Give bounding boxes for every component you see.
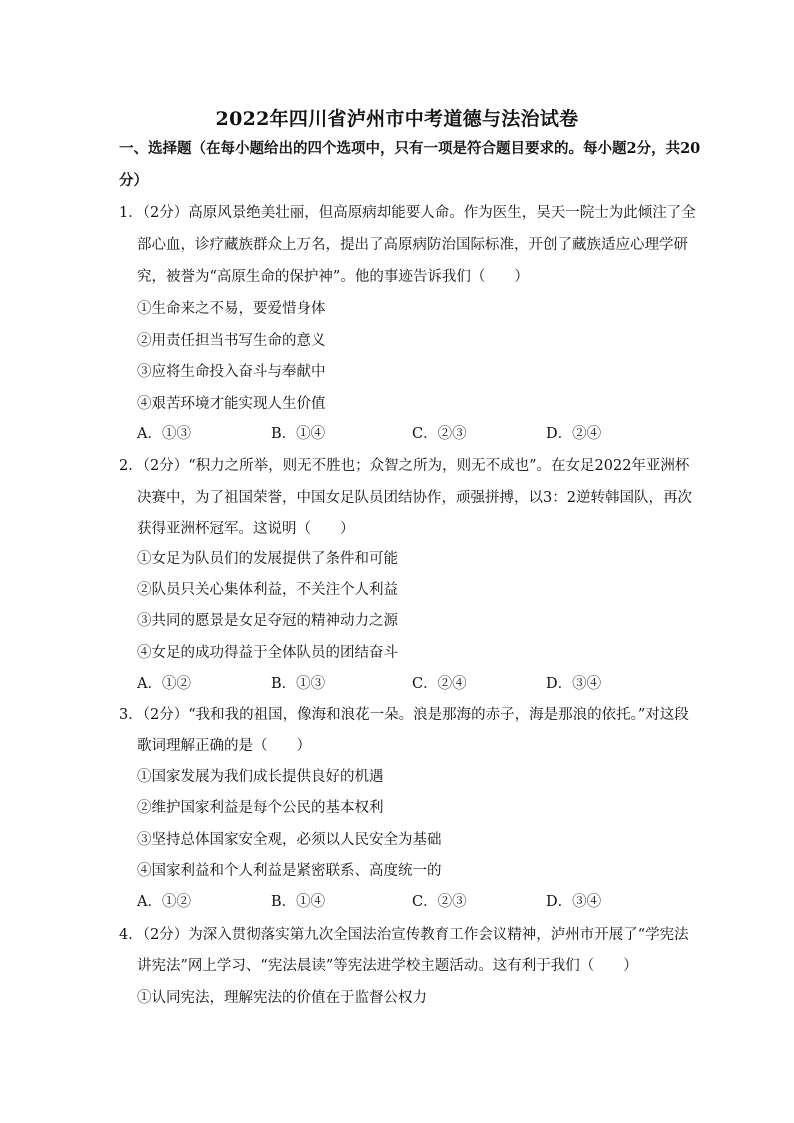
q1-statement-1: ①生命来之不易，要爱惜身体 bbox=[137, 301, 326, 317]
q4-statement-1: ①认同宪法，理解宪法的价值在于监督公权力 bbox=[137, 990, 427, 1006]
q1-choice-a[interactable]: A．①③ bbox=[137, 426, 191, 442]
q1-stem-line3: 究，被誉为“高原生命的保护神”。他的事迹告诉我们（ ） bbox=[137, 269, 529, 285]
q2-statement-2: ②队员只关心集体利益，不关注个人利益 bbox=[137, 582, 398, 598]
q2-choice-a[interactable]: A．①② bbox=[137, 676, 191, 692]
q1-statement-3: ③应将生命投入奋斗与奉献中 bbox=[137, 364, 326, 380]
q1-choice-c[interactable]: C．②③ bbox=[412, 426, 467, 442]
q1-stem-line2: 部心血，诊疗藏族群众上万名，提出了高原病防治国际标准，开创了藏族适应心理学研 bbox=[137, 237, 688, 253]
q3-statement-1: ①国家发展为我们成长提供良好的机遇 bbox=[137, 769, 384, 785]
q3-stem-line1: 3．（2分）“我和我的祖国，像海和浪花一朵。浪是那海的赤子，海是那浪的依托。”对这段 bbox=[119, 707, 689, 723]
q1-choice-d[interactable]: D．②④ bbox=[546, 426, 602, 442]
q4-stem-line2: 讲宪法”网上学习、“宪法晨读”等宪法进学校主题活动。这有利于我们（ ） bbox=[137, 958, 638, 974]
q1-statement-2: ②用责任担当书写生命的意义 bbox=[137, 333, 326, 349]
q2-stem-line2: 决赛中，为了祖国荣誉，中国女足队员团结协作，顽强拼搏，以3：2逆转韩国队，再次 bbox=[137, 490, 692, 506]
q4-stem-line1: 4．（2分）为深入贯彻落实第九次全国法治宣传教育工作会议精神，泸州市开展了“学宪法 bbox=[119, 927, 689, 943]
q3-statement-3: ③坚持总体国家安全观，必须以人民安全为基础 bbox=[137, 832, 442, 848]
q3-choice-d[interactable]: D．③④ bbox=[546, 894, 602, 910]
q1-statement-4: ④艰苦环境才能实现人生价值 bbox=[137, 396, 326, 412]
q2-choice-d[interactable]: D．③④ bbox=[546, 676, 602, 692]
exam-title: 2022年四川省泸州市中考道德与法治试卷 bbox=[215, 108, 579, 130]
q1-choice-b[interactable]: B．①④ bbox=[271, 426, 326, 442]
section-heading-line1: 一、选择题（在每小题给出的四个选项中，只有一项是符合题目要求的。每小题2分，共20 bbox=[119, 140, 701, 157]
q2-choice-b[interactable]: B．①③ bbox=[271, 676, 326, 692]
q2-stem-line3: 获得亚洲杯冠军。这说明（ ） bbox=[137, 521, 355, 537]
q3-stem-line2: 歌词理解正确的是（ ） bbox=[137, 738, 311, 754]
q3-statement-2: ②维护国家利益是每个公民的基本权利 bbox=[137, 800, 384, 816]
q3-statement-4: ④国家利益和个人利益是紧密联系、高度统一的 bbox=[137, 863, 442, 879]
q2-statement-1: ①女足为队员们的发展提供了条件和可能 bbox=[137, 551, 398, 567]
section-heading-line2: 分） bbox=[119, 172, 148, 189]
q2-stem-line1: 2．（2分）“积力之所举，则无不胜也；众智之所为，则无不成也”。在女足2022年亚洲杯 bbox=[119, 458, 690, 474]
q2-statement-3: ③共同的愿景是女足夺冠的精神动力之源 bbox=[137, 613, 398, 629]
q2-statement-4: ④女足的成功得益于全体队员的团结奋斗 bbox=[137, 645, 398, 661]
q3-choice-c[interactable]: C．②③ bbox=[412, 894, 467, 910]
q3-choice-a[interactable]: A．①② bbox=[137, 894, 191, 910]
q2-choice-c[interactable]: C．②④ bbox=[412, 676, 467, 692]
q3-choice-b[interactable]: B．①④ bbox=[271, 894, 326, 910]
q1-stem-line1: 1．（2分）高原风景绝美壮丽，但高原病却能要人命。作为医生，吴天一院士为此倾注了全 bbox=[119, 205, 696, 221]
